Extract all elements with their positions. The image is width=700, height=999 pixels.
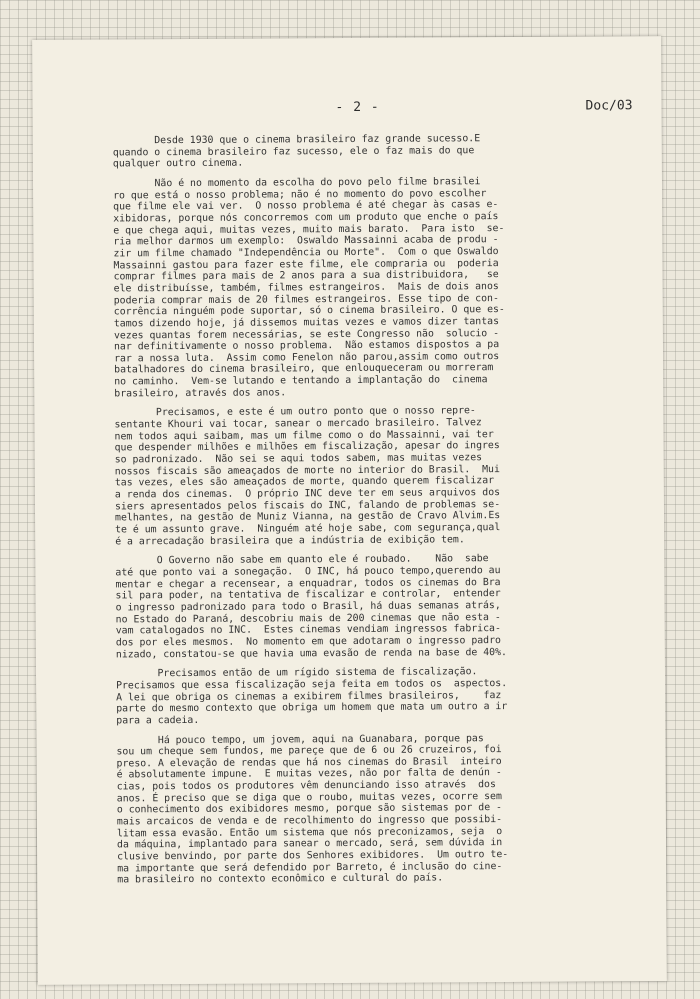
text-line: no Estado do Paraná, descobriu mais de 200 cinemas que não esta - <box>115 611 501 626</box>
text-line: brasileiro, através dos anos. <box>114 387 287 400</box>
paragraph <box>116 732 645 887</box>
text-line: para a cadeia. <box>116 714 200 727</box>
text-line: da máquina, implantado para sanear o mercado, será, sem dúvida in <box>117 837 503 851</box>
paragraph <box>114 405 643 548</box>
text-line: o ingresso padronizado para todo o Brasil, há duas semanas atrás, <box>115 600 501 614</box>
text-line: ma brasileiro no contexto econômico e cultural do país. <box>117 872 444 886</box>
text-line: nem todos aqui saibam, mas um filme como o do Massainni, vai ter <box>114 428 494 443</box>
document-body <box>113 132 646 894</box>
text-line: mais arcaicos de venda e de recolhimento do ingresso que possibi- <box>116 814 503 828</box>
text-line: comprar filmes para mais de 2 anos para a sua distribuidora, se <box>113 269 499 283</box>
text-line: corrência ninguém pode suportar, só o cinema brasileiro. O que es- <box>113 304 505 318</box>
text-line: que despender milhões e milhões em fiscalização, apesar do ingres <box>114 440 500 454</box>
text-line: te é um assunto grave. Ninguém até hoje sabe, com segurança,qual <box>115 522 501 536</box>
text-line: litam essa evasão. Então um sistema que nós preconizamos, seja o <box>116 825 503 840</box>
text-line: ria melhor darmos um exemplo: Oswaldo Massainni acaba de produ - <box>113 234 499 248</box>
text-line: até que ponto vai a sonegação. O INC, há pouco tempo,querendo au <box>115 565 501 579</box>
text-line: tamos dizendo hoje, já dissemos muitas vezes e vamos dizer tantas <box>113 315 500 330</box>
text-line: A lei que obriga os cinemas a exibirem filmes brasileiros, faz <box>116 689 502 703</box>
text-line: melhantes, na gestão de Muniz Vianna, na gestão de Cravo Alvim.Es <box>115 510 501 524</box>
text-line: Há pouco tempo, um jovem, aqui na Guanabara, porque pas <box>116 732 484 746</box>
text-line: no caminho. Vem-se lutando e tentando a implantação do cinema <box>114 374 488 388</box>
text-line: Não é no momento da escolha do povo pelo filme brasilei <box>112 176 481 190</box>
paragraph <box>116 665 644 727</box>
text-line: é a arrecadação brasileira que a indústria de exibição tem. <box>115 533 465 548</box>
text-line: Desde 1930 que o cinema brasileiro faz grande sucesso.E <box>112 133 481 147</box>
text-line: cias, pois todos os produtores vêm denunciando isso através dos <box>116 779 496 793</box>
text-line: nar definitivamente o nosso problema. Não estamos dispostos a pa <box>113 339 500 353</box>
paragraph <box>113 132 641 170</box>
text-line: a renda dos cinemas. O próprio INC deve ter em seus arquivos dos <box>114 487 501 501</box>
text-line: vezes quantas forem necessárias, se este Congresso não solucio - <box>113 327 500 341</box>
text-line: rar a nossa luta. Assim como Fenelon não parou,assim como outros <box>114 350 500 365</box>
text-line: preso. A elevação de rendas que há nos cinemas do Brasil inteiro <box>116 755 502 770</box>
paragraph <box>115 553 644 661</box>
text-line: parte do mesmo contexto que obriga um homem que mata um outro a ir <box>116 701 508 715</box>
text-line: vam catalogados no INC. Estes cinemas vendiam ingressos fabrica- <box>115 623 501 637</box>
text-line: sou um cheque sem fundos, me pareçe que de 6 ou 26 cruzeiros, foi <box>116 744 502 758</box>
text-line: sentante Khouri vai tocar, sanear o mercado brasileiro. Talvez <box>114 417 482 431</box>
page-header <box>32 98 661 122</box>
text-line: poderia comprar mais de 20 filmes estrangeiros. Esse tipo de con- <box>113 292 499 306</box>
text-line: o conhecimento dos exibidores mesmo, porque são sistemas por de - <box>116 802 503 816</box>
text-line: ma importante que será defendido por Barreto, é inclusão do cine- <box>117 860 503 875</box>
text-line: é absolutamente impune. E muitas vezes, não por falta de denún - <box>116 767 502 781</box>
text-line: sil para poder, na tentativa de fiscalizar e controlar, entender <box>115 588 501 602</box>
paragraph <box>113 175 642 400</box>
text-line: e que chega aqui, muitas vezes, muito mais barato. Para isto se- <box>113 222 505 237</box>
document-code: Doc/03 <box>585 98 633 114</box>
page-number: - 2 - <box>335 99 380 116</box>
text-line: zir um filme chamado "Independência ou Morte". Com o que Oswaldo <box>113 245 499 260</box>
text-line: O Governo não sabe em quanto ele é roubado. Não sabe <box>115 553 489 567</box>
text-line: dos por eles mesmos. No momento em que adotaram o ingresso padro <box>115 634 501 649</box>
text-line: qualquer outro cinema. <box>112 157 244 170</box>
text-line: siers apresentados pelos fiscais do INC, falando de problemas se- <box>114 498 501 513</box>
text-line: clusive benvindo, por parte dos Senhores exibidores. Um outro te- <box>117 849 509 863</box>
text-line: batalhadores do cinema brasileiro, que enlouqueceram ou morreram <box>114 362 494 376</box>
text-line: Precisamos que essa fiscalização seja feita em todos os aspectos. <box>116 677 508 692</box>
text-line: Massainni gastou para fazer este filme, ele compraria ou poderia <box>113 257 499 271</box>
text-line: Precisamos então de um rígido sistema de fiscalização. <box>115 666 478 680</box>
text-line: quando o cinema brasileiro faz sucesso, ele o faz mais do que <box>112 144 475 159</box>
text-line: tas vezes, eles são ameaçados de morte, quando querem fiscalizar <box>114 475 495 489</box>
text-line: nossos fiscais são ameaçados de morte no interior do Brasil. Mui <box>114 463 500 478</box>
text-line: mentar e chegar a recensear, a enquadrar, todos os cinemas do Bra <box>115 576 501 591</box>
document-page <box>32 36 667 985</box>
text-line: xibidoras, porque nós concorremos com um produto que enche o país <box>113 211 499 225</box>
text-line: que filme ele vai ver. O nosso problema é até chegar às casas e- <box>113 199 499 213</box>
text-line: so padronizado. Não sei se aqui todos sabem, mas muitas vezes <box>114 452 483 466</box>
text-line: nizado, constatou-se que havia uma evasão de renda na base de 40%. <box>115 646 507 660</box>
text-line: ro que está o nosso problema; não é no momento do povo escolher <box>113 187 487 202</box>
text-line: anos. É preciso que se diga que o roubo, muitas vezes, ocorre sem <box>116 790 502 805</box>
text-line: Precisamos, e este é um outro ponto que o nosso repre- <box>114 405 476 419</box>
text-line: ele distribuísse, também, filmes estrangeiros. Mais de dois anos <box>113 280 499 295</box>
